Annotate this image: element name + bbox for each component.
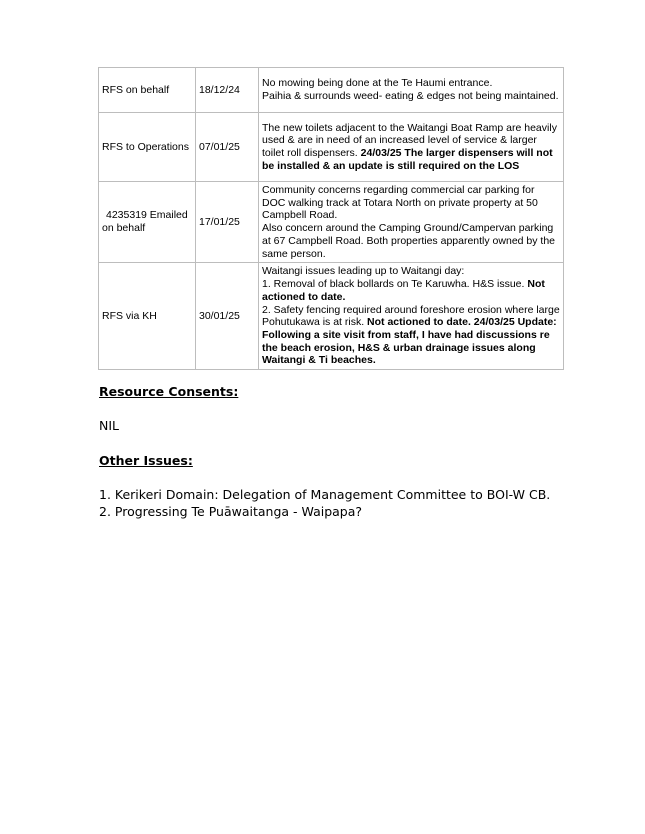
description-line — [262, 304, 560, 368]
description-line — [262, 122, 560, 173]
description-line — [262, 184, 560, 222]
description-text: Also concern around the Camping Ground/Campervan parking at 67 Campbell Road. Both properties apparently owned by the same person. — [262, 222, 556, 260]
date-cell: 30/01/25 — [196, 263, 259, 370]
description-line — [262, 265, 560, 278]
description-bold-text: Not actioned to date. 24/03/25 Update: Following a site visit from staff, I have had discussions re the beach erosion, H&S & urban drainage issues along Waitangi & Ti beaches. — [262, 316, 557, 367]
issues-table — [98, 67, 564, 370]
other-issue-item-2: 2. Progressing Te Puāwaitanga - Waipapa? — [99, 504, 363, 519]
issues-table-body — [99, 68, 564, 370]
description-text: 2. Safety fencing required around foreshore erosion where large Pohutukawa is at risk. — [262, 303, 560, 329]
date-cell: 07/01/25 — [196, 113, 259, 182]
table-row — [99, 113, 564, 182]
date-cell: 18/12/24 — [196, 68, 259, 113]
table-row — [99, 182, 564, 263]
other-issues-heading: Other Issues: — [99, 453, 193, 468]
request-source-cell: RFS on behalf — [99, 68, 196, 113]
description-text: Waitangi issues leading up to Waitangi day: — [262, 265, 465, 278]
description-text: The new toilets adjacent to the Waitangi Boat Ramp are heavily used & are in need of an increased level of service & larger toilet roll dispensers. — [262, 121, 557, 159]
description-text: Community concerns regarding commercial car parking for DOC walking track at Totara North on private property at 50 Campbell Road. — [262, 184, 538, 222]
table-row — [99, 263, 564, 370]
table-row — [99, 68, 564, 113]
description-text: No mowing being done at the Te Haumi entrance. — [262, 77, 493, 90]
other-issue-item-1: 1. Kerikeri Domain: Delegation of Management Committee to BOI-W CB. — [99, 487, 551, 502]
request-source-cell: 4235319 Emailed on behalf — [99, 182, 196, 263]
description-text: Paihia & surrounds weed- eating & edges not being maintained. — [262, 90, 559, 102]
date-cell: 17/01/25 — [196, 182, 259, 263]
description-bold-text: 24/03/25 The larger dispensers will not be installed & an update is still required on the LOS — [262, 147, 553, 172]
resource-consents-heading: Resource Consents: — [99, 384, 239, 399]
description-text: 1. Removal of black bollards on Te Karuwha. H&S issue. — [262, 278, 528, 291]
request-source-cell: RFS to Operations — [99, 113, 196, 182]
description-line — [262, 77, 560, 90]
request-source-cell: RFS via KH — [99, 263, 196, 370]
description-cell — [259, 182, 564, 263]
description-cell — [259, 113, 564, 182]
resource-consents-text: NIL — [99, 418, 120, 433]
description-cell — [259, 68, 564, 113]
description-cell — [259, 263, 564, 370]
description-line — [262, 90, 560, 103]
description-bold-text: Not actioned to date. — [262, 278, 545, 303]
description-line — [262, 278, 560, 303]
description-line — [262, 222, 560, 260]
